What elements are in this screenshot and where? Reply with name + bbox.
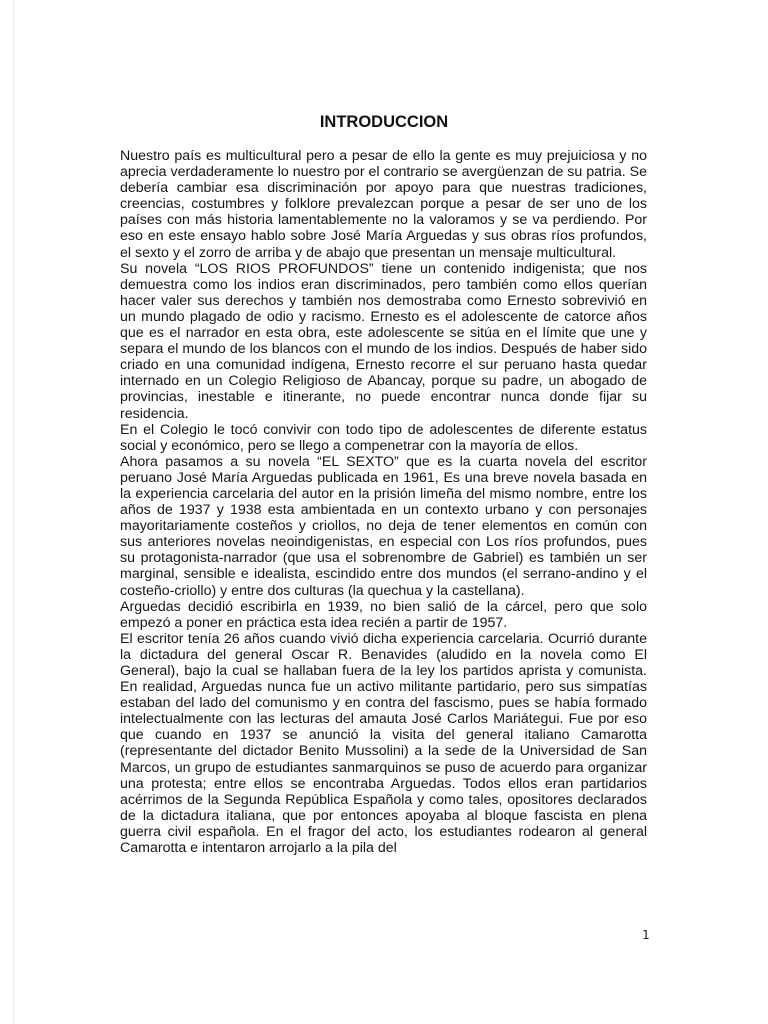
- document-title: INTRODUCCION: [319, 113, 449, 131]
- document-body: [120, 148, 647, 856]
- paragraph-colegio: En el Colegio le tocó convivir con todo tipo de adolescentes de diferente estatus social y económico, pero se llego a compenetrar con la mayoría de ellos.: [120, 421, 647, 454]
- page-number: 1: [642, 928, 650, 942]
- page-edge-line: [13, 0, 14, 1024]
- paragraph-rios-profundos: Su novela “LOS RIOS PROFUNDOS” tiene un contenido indigenista; que nos demuestra como los indios eran discriminados, pero también como ellos querían hacer valer sus derechos y también nos demostraba como Ernesto sobrevivió en un mundo plagado de odio y racismo. Ernesto es el adolescente de catorce años que es el narrador en esta obra, este adolescente se sitúa en el límite que une y separa el mundo de los blancos con el mundo de los indios. Después de haber sido criado en una comunidad indígena, Ernesto recorre el sur peruano hasta quedar internado en un Colegio Religioso de Abancay, porque su padre, un abogado de provincias, inestable e itinerante, no puede encontrar nunca donde fijar su residencia.: [120, 260, 647, 422]
- paragraph-experiencia-carcelaria: El escritor tenía 26 años cuando vivió dicha experiencia carcelaria. Ocurrió durante la dictadura del general Oscar R. Benavides (aludido en la novela como El General), bajo la cual se hallaban fuera de la ley los partidos aprista y comunista. En realidad, Arguedas nunca fue un activo militante partidario, pero sus simpatías estaban del lado del comunismo y en contra del fascismo, pues se había formado intelectualmente con las lecturas del amauta José Carlos Mariátegui. Fue por eso que cuando en 1937 se anunció la visita del general italiano Camarotta (representante del dictador Benito Mussolini) a la sede de la Universidad de San Marcos, un grupo de estudiantes sanmarquinos se puso de acuerdo para organizar una protesta; entre ellos se encontraba Arguedas. Todos ellos eran partidarios acérrimos de la Segunda República Española y como tales, opositores declarados de la dictadura italiana, que por entonces apoyaba al bloque fascista en plena guerra civil española. En el fragor del acto, los estudiantes rodearon al general Camarotta e intentaron arrojarlo a la pila del: [120, 630, 647, 857]
- paragraph-el-sexto: Ahora pasamos a su novela “EL SEXTO” que es la cuarta novela del escritor peruano José María Arguedas publicada en 1961, Es una breve novela basada en la experiencia carcelaria del autor en la prisión limeña del mismo nombre, entre los años de 1937 y 1938 esta ambientada en un contexto urbano y con personajes mayoritariamente costeños y criollos, no deja de tener elementos en común con sus anteriores novelas neoindigenistas, en especial con Los ríos profundos, pues su protagonista-narrador (que usa el sobrenombre de Gabriel) es también un ser marginal, sensible e idealista, escindido entre dos mundos (el serrano-andino y el costeño-criollo) y entre dos culturas (la quechua y la castellana).: [120, 453, 647, 599]
- paragraph-intro: Nuestro país es multicultural pero a pesar de ello la gente es muy prejuiciosa y no aprecia verdaderamente lo nuestro por el contrario se avergüenzan de su patria. Se debería cambiar esa discriminación por apoyo para que nuestras tradiciones, creencias, costumbres y folklore prevalezcan porque a pesar de ser uno de los países con más historia lamentablemente no la valoramos y se va perdiendo. Por eso en este ensayo hablo sobre José María Arguedas y sus obras ríos profundos, el sexto y el zorro de arriba y de abajo que presentan un mensaje multicultural.: [120, 148, 647, 261]
- paragraph-escribirla: Arguedas decidió escribirla en 1939, no bien salió de la cárcel, pero que solo empezó a poner en práctica esta idea recién a partir de 1957.: [120, 598, 647, 631]
